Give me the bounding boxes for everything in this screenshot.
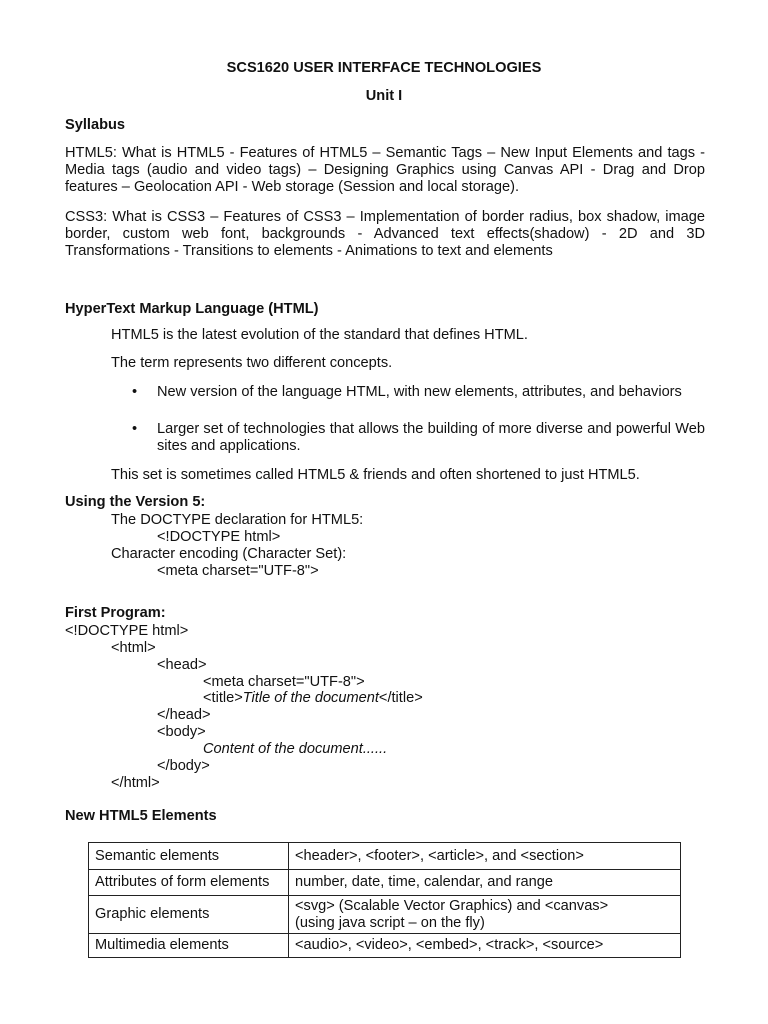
doctype-label: The DOCTYPE declaration for HTML5:: [111, 512, 364, 528]
code-line: <meta charset="UTF-8">: [203, 674, 365, 690]
first-program-heading: First Program:: [65, 605, 166, 621]
document-title: SCS1620 USER INTERFACE TECHNOLOGIES: [226, 60, 542, 76]
new-elements-table: [88, 842, 681, 958]
bullet-marker: •: [132, 421, 138, 437]
code-line: <body>: [157, 724, 206, 740]
table-cell: Graphic elements: [89, 896, 289, 934]
code-token: <title>: [203, 690, 243, 706]
table-row: [89, 843, 681, 870]
table-cell: Semantic elements: [89, 843, 289, 870]
syllabus-heading: Syllabus: [65, 117, 126, 133]
table-row: [89, 934, 681, 958]
table-cell: Attributes of form elements: [89, 870, 289, 896]
table-cell: <header>, <footer>, <article>, and <section>: [289, 843, 681, 870]
code-line: <head>: [157, 657, 207, 673]
doctype-code: <!DOCTYPE html>: [157, 529, 281, 545]
syllabus-css3-paragraph: CSS3: What is CSS3 – Features of CSS3 – Implementation of border radius, box shadow, image border, custom web font, backgrounds - Advanced text effects(shadow) - 2D and 3D Transformations - Transitions to elements - Animations to text and elements: [65, 209, 705, 259]
bullet-marker: •: [132, 384, 138, 400]
html-intro-paragraph: HTML5 is the latest evolution of the standard that defines HTML.: [111, 327, 528, 343]
code-line: <html>: [111, 640, 156, 656]
code-token-italic: Title of the document: [242, 690, 379, 706]
table-cell: number, date, time, calendar, and range: [289, 870, 681, 896]
version5-heading: Using the Version 5:: [65, 494, 206, 510]
code-line: Content of the document......: [203, 741, 388, 757]
bullet-item: Larger set of technologies that allows the building of more diverse and powerful Web sites and applications.: [157, 421, 705, 454]
table-row: [89, 896, 681, 934]
table-cell: [289, 896, 681, 934]
html5-friends-paragraph: This set is sometimes called HTML5 & friends and often shortened to just HTML5.: [111, 467, 640, 483]
table-cell: <audio>, <video>, <embed>, <track>, <source>: [289, 934, 681, 958]
table-cell-line: (using java script – on the fly): [295, 914, 485, 931]
code-line: </head>: [157, 707, 211, 723]
charset-label: Character encoding (Character Set):: [111, 546, 347, 562]
table-row: [89, 870, 681, 896]
code-token: </title>: [378, 690, 423, 706]
bullet-item: New version of the language HTML, with new elements, attributes, and behaviors: [157, 384, 682, 400]
code-line-title: [203, 690, 423, 707]
html-concepts-paragraph: The term represents two different concepts.: [111, 355, 393, 371]
table-cell: Multimedia elements: [89, 934, 289, 958]
code-line: </html>: [111, 775, 160, 791]
charset-code: <meta charset="UTF-8">: [157, 563, 319, 579]
html-section-heading: HyperText Markup Language (HTML): [65, 301, 319, 317]
code-line: </body>: [157, 758, 210, 774]
new-elements-heading: New HTML5 Elements: [65, 808, 217, 824]
table-cell-line: <svg> (Scalable Vector Graphics) and <canvas>: [295, 897, 609, 914]
code-line: <!DOCTYPE html>: [65, 623, 189, 639]
syllabus-html5-paragraph: HTML5: What is HTML5 - Features of HTML5 – Semantic Tags – New Input Elements and tags - Media tags (audio and video tags) – Designing Graphics using Canvas API - Drag and Drop features – Geolocation API - Web storage (Session and local storage).: [65, 145, 705, 195]
unit-heading: Unit I: [365, 88, 403, 104]
